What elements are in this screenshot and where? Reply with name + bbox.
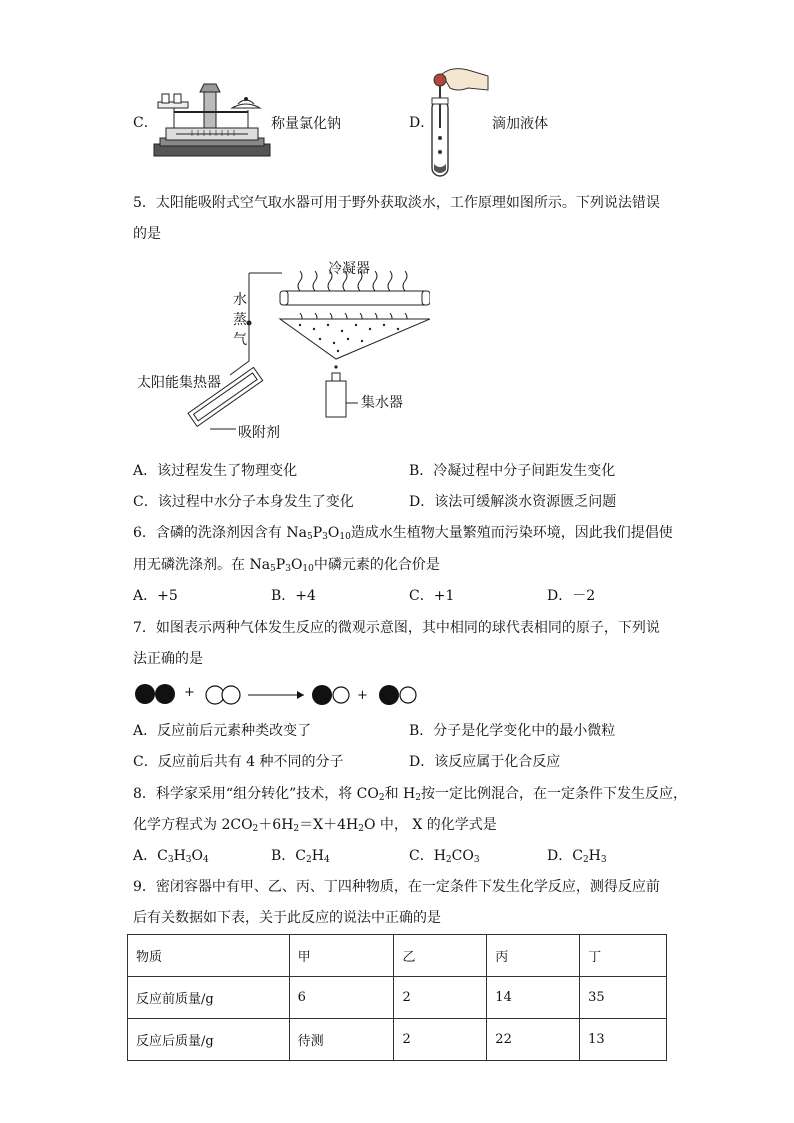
balance-scale-illustration xyxy=(152,82,272,160)
q4-option-c-text: 称量氯化钠 xyxy=(271,116,341,132)
table-header-row xyxy=(128,935,667,977)
table-row xyxy=(128,1019,667,1061)
q4-option-c-label: C． xyxy=(133,115,158,131)
label-vapor-2: 蒸 xyxy=(233,312,247,328)
q7-stem-line2: 法正确的是 xyxy=(133,651,203,667)
table-header-cell: 丁 xyxy=(580,935,667,977)
table-cell: 35 xyxy=(580,977,667,1019)
table-cell: 6 xyxy=(289,977,394,1019)
q6-option-d: D．－2 xyxy=(547,588,596,604)
white-atom xyxy=(400,687,416,703)
q6-option-b: B．+4 xyxy=(271,588,316,604)
q7-option-b: B．分子是化学变化中的最小微粒 xyxy=(409,723,616,739)
q6-stem-line1: 6．含磷的洗涤剂因含有 $Na_5P_3O_{10}$造成水生植物大量繁殖而污染环境，因此我们提倡使 xyxy=(133,525,673,542)
q5-option-c: C．该过程中水分子本身发生了变化 xyxy=(133,494,354,510)
label-solar-collector: 太阳能集热器 xyxy=(137,375,221,391)
q7-option-d: D．该反应属于化合反应 xyxy=(409,754,561,770)
q8-option-c: C．$H_2CO_3$ xyxy=(409,848,480,865)
table-header-cell: 乙 xyxy=(394,935,487,977)
q5-option-a: A．该过程发生了物理变化 xyxy=(133,463,298,479)
q4-option-d-text: 滴加液体 xyxy=(492,116,548,132)
white-atom xyxy=(222,686,240,704)
label-condenser: 冷凝器 xyxy=(328,261,370,277)
table-cell: 2 xyxy=(394,977,487,1019)
black-atom xyxy=(155,684,175,704)
label-vapor-3: 气 xyxy=(233,332,247,348)
q8-option-b: B．$C_2H_4$ xyxy=(271,848,330,865)
table-header-cell: 丙 xyxy=(487,935,580,977)
q5-stem-line1: 5．太阳能吸附式空气取水器可用于野外获取淡水，工作原理如图所示。下列说法错误 xyxy=(133,195,660,211)
q9-stem-line2: 后有关数据如下表，关于此反应的说法中正确的是 xyxy=(133,910,441,926)
table-row xyxy=(128,977,667,1019)
table-header-cell: 物质 xyxy=(128,935,290,977)
q6-option-c: C．+1 xyxy=(409,588,455,604)
mass-data-table xyxy=(127,934,667,1061)
label-adsorbent: 吸附剂 xyxy=(238,425,280,441)
q6-stem-line2: 用无磷洗涤剂。在 $Na_5P_3O_{10}$中磷元素的化合价是 xyxy=(133,557,440,574)
label-water-collector: 集水器 xyxy=(361,395,403,411)
q8-stem-line2: 化学方程式为 $2CO_2+6H_2=X+4H_2O$ 中， X 的化学式是 xyxy=(133,817,497,834)
table-cell: 反应前质量/g xyxy=(128,977,290,1019)
table-cell: 13 xyxy=(580,1019,667,1061)
black-atom xyxy=(379,685,399,705)
q5-option-d: D．该法可缓解淡水资源匮乏问题 xyxy=(409,494,617,510)
q7-option-c: C．反应前后共有 4 种不同的分子 xyxy=(133,754,344,770)
q7-option-a: A．反应前后元素种类改变了 xyxy=(133,723,312,739)
black-atom xyxy=(312,685,332,705)
q8-option-a: A．$C_3H_3O_4$ xyxy=(133,848,209,865)
plus-sign-2: + xyxy=(357,688,368,703)
reaction-molecule-diagram xyxy=(132,680,424,710)
q9-stem-line1: 9．密闭容器中有甲、乙、丙、丁四种物质，在一定条件下发生化学反应，测得反应前 xyxy=(133,879,660,895)
white-atom xyxy=(333,687,349,703)
q4-option-d-label: D． xyxy=(409,115,435,131)
q5-stem-line2: 的是 xyxy=(133,226,161,242)
q8-option-d: D．$C_2H_3$ xyxy=(547,848,607,865)
table-cell: 2 xyxy=(394,1019,487,1061)
plus-sign-1: + xyxy=(184,685,195,700)
water-harvester-diagram xyxy=(130,255,430,451)
label-vapor-1: 水 xyxy=(233,292,247,308)
q7-stem-line1: 7．如图表示两种气体发生反应的微观示意图，其中相同的球代表相同的原子，下列说 xyxy=(133,620,660,636)
table-cell: 反应后质量/g xyxy=(128,1019,290,1061)
q6-option-a: A．+5 xyxy=(133,588,178,604)
dropper-test-tube-illustration xyxy=(428,66,492,180)
q8-stem-line1: 8．科学家采用“组分转化”技术，将 $CO_2$和 $H_2$按一定比例混合，在一定条件下发生反应， xyxy=(133,786,688,803)
white-atom xyxy=(206,686,224,704)
q5-option-b: B．冷凝过程中分子间距发生变化 xyxy=(409,463,616,479)
black-atom xyxy=(135,684,155,704)
table-cell: 22 xyxy=(487,1019,580,1061)
table-header-cell: 甲 xyxy=(289,935,394,977)
table-cell: 待测 xyxy=(289,1019,394,1061)
table-cell: 14 xyxy=(487,977,580,1019)
